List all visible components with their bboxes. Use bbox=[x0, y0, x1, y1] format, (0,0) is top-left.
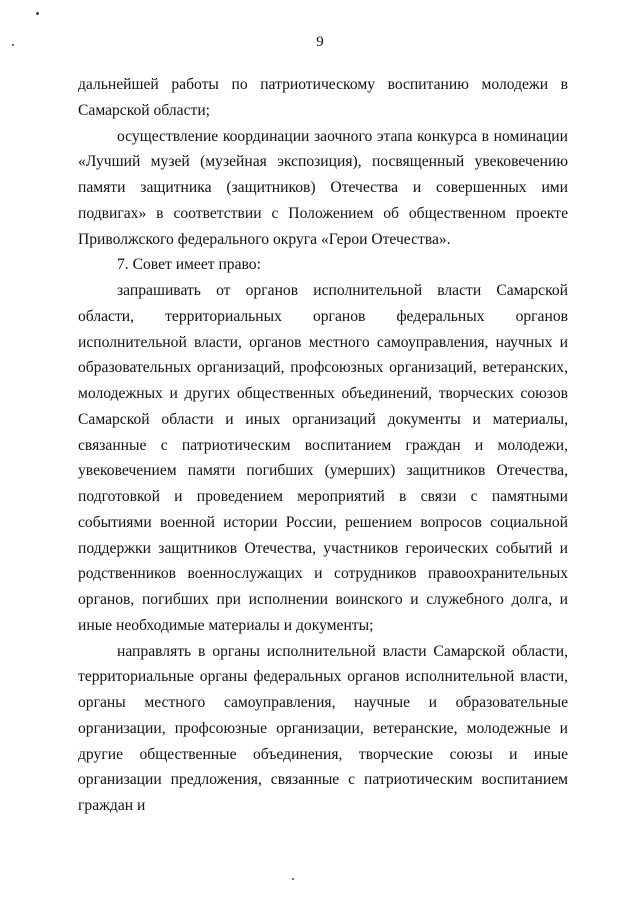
paragraph-send-proposals: направлять в органы исполнительной власти Самарской области, территориальные органы федеральных органов исполнительной власти, органы местного самоуправления, научные и образовательные организации, профсоюзные организации, ветеранские, молодежные и другие общественные объединения, творческие союзы и иные организации предложения, связанные с патриотическим воспитанием граждан и bbox=[78, 642, 568, 814]
scan-speck bbox=[292, 878, 294, 880]
document-body bbox=[78, 72, 568, 819]
scan-speck bbox=[36, 12, 39, 15]
paragraph-request-documents: запрашивать от органов исполнительной власти Самарской области, территориальных органов федеральных органов исполнительной власти, органов местного самоуправления, научных и образовательных организаций, профсоюзных организаций, ветеранских, молодежных и других общественных объединений, творческих союзов Самарской области и иных организаций документы и материалы, связанные с патриотическим воспитанием граждан и молодежи, увековечением памяти погибших (умерших) защитников Отечества, подготовкой и проведением мероприятий в связи с памятными событиями военной истории России, решением вопросов социальной поддержки защитников Отечества, участников героических событий и родственников военнослужащих и сотрудников правоохранительных органов, погибших при исполнении воинского и служебного долга, и иные необходимые материалы и документы; bbox=[78, 282, 568, 634]
page-number: 9 bbox=[316, 34, 324, 50]
paragraph-coordination: осуществление координации заочного этапа конкурса в номинации «Лучший музей (музейная экспозиция), посвященный увековечению памяти защитника (защитников) Отечества и совершенных ими подвигах» в соответствии с Положением об общественном проекте Приволжского федерального округа «Герои Отечества». bbox=[78, 127, 568, 248]
section-heading-council-rights: 7. Совет имеет право: bbox=[117, 256, 261, 274]
paragraph-continuation: дальнейшей работы по патриотическому воспитанию молодежи в Самарской области; bbox=[78, 76, 568, 119]
